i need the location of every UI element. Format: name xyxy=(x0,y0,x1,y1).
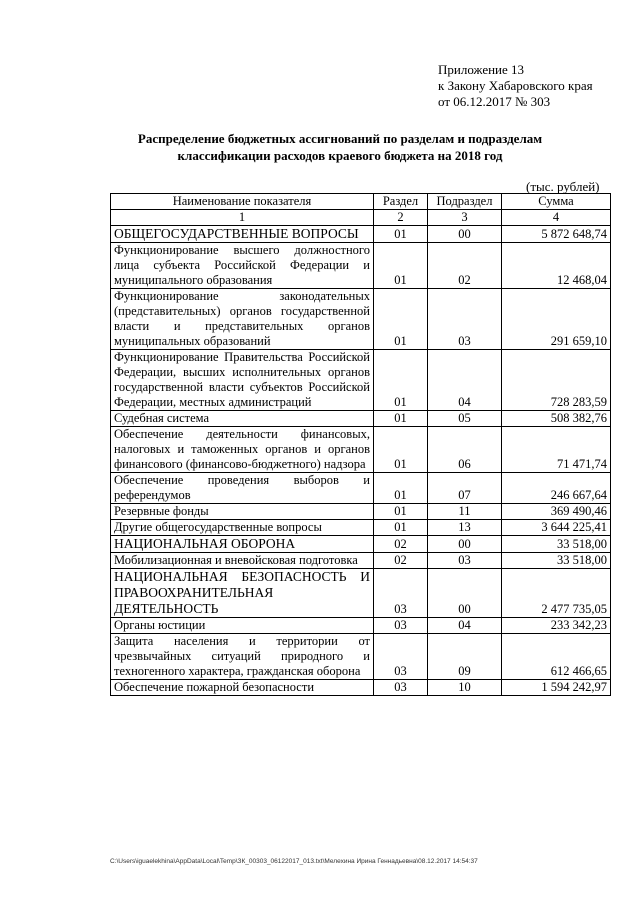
row-amount: 3 644 225,41 xyxy=(502,520,611,536)
column-number: 4 xyxy=(502,210,611,226)
row-name: НАЦИОНАЛЬНАЯ ОБОРОНА xyxy=(111,536,374,553)
row-name: Мобилизационная и вневойсковая подготовка xyxy=(111,553,374,569)
column-header-section: Раздел xyxy=(374,194,428,210)
table-row xyxy=(111,226,611,243)
row-subsection: 05 xyxy=(428,411,502,427)
table-row xyxy=(111,634,611,680)
row-amount: 1 594 242,97 xyxy=(502,680,611,696)
row-subsection: 04 xyxy=(428,350,502,411)
row-subsection: 00 xyxy=(428,569,502,618)
table-row xyxy=(111,427,611,473)
row-subsection: 13 xyxy=(428,520,502,536)
row-section: 01 xyxy=(374,243,428,289)
row-subsection: 11 xyxy=(428,504,502,520)
row-amount: 5 872 648,74 xyxy=(502,226,611,243)
table-row xyxy=(111,243,611,289)
row-amount: 508 382,76 xyxy=(502,411,611,427)
row-amount: 2 477 735,05 xyxy=(502,569,611,618)
row-section: 01 xyxy=(374,350,428,411)
table-row xyxy=(111,350,611,411)
table-row xyxy=(111,520,611,536)
annex-line-2: к Закону Хабаровского края xyxy=(438,78,593,93)
file-path-footer: C:\Users\iguaelekhina\AppData\Local\Temp\ЗК_00303_06122017_013.txt\Мелехина Ирина Геннадьевна\08.12.2017 14:54:37 xyxy=(110,858,478,865)
row-section: 03 xyxy=(374,680,428,696)
row-amount: 33 518,00 xyxy=(502,553,611,569)
column-header-name: Наименование показателя xyxy=(111,194,374,210)
column-number: 2 xyxy=(374,210,428,226)
row-subsection: 06 xyxy=(428,427,502,473)
row-amount: 612 466,65 xyxy=(502,634,611,680)
row-subsection: 07 xyxy=(428,473,502,504)
row-subsection: 00 xyxy=(428,536,502,553)
row-section: 01 xyxy=(374,473,428,504)
row-subsection: 10 xyxy=(428,680,502,696)
row-section: 03 xyxy=(374,618,428,634)
row-name: ОБЩЕГОСУДАРСТВЕННЫЕ ВОПРОСЫ xyxy=(111,226,374,243)
units-label: (тыс. рублей) xyxy=(526,179,600,194)
table-row xyxy=(111,473,611,504)
table-row xyxy=(111,553,611,569)
row-section: 03 xyxy=(374,569,428,618)
row-section: 02 xyxy=(374,536,428,553)
row-subsection: 02 xyxy=(428,243,502,289)
column-header-amount: Сумма xyxy=(502,194,611,210)
table-row xyxy=(111,569,611,618)
row-name: Защита населения и территории от чрезвычайных ситуаций природного и техногенного характера, гражданская оборона xyxy=(111,634,374,680)
row-name: Функционирование законодательных (представительных) органов государственной власти и представительных органов муниципальных образований xyxy=(111,289,374,350)
row-name: Обеспечение деятельности финансовых, налоговых и таможенных органов и органов финансового (финансово-бюджетного) надзора xyxy=(111,427,374,473)
row-amount: 369 490,46 xyxy=(502,504,611,520)
row-section: 02 xyxy=(374,553,428,569)
row-name: Другие общегосударственные вопросы xyxy=(111,520,374,536)
row-subsection: 09 xyxy=(428,634,502,680)
document-title xyxy=(110,130,570,164)
row-name: Органы юстиции xyxy=(111,618,374,634)
table-row xyxy=(111,504,611,520)
row-amount: 246 667,64 xyxy=(502,473,611,504)
title-line-1: Распределение бюджетных ассигнований по разделам и подразделам xyxy=(137,131,543,146)
table-row xyxy=(111,618,611,634)
annex-block xyxy=(438,62,593,110)
row-section: 01 xyxy=(374,226,428,243)
row-amount: 728 283,59 xyxy=(502,350,611,411)
table-row xyxy=(111,536,611,553)
row-section: 03 xyxy=(374,634,428,680)
row-section: 01 xyxy=(374,411,428,427)
annex-line-1: Приложение 13 xyxy=(438,62,525,77)
column-number: 1 xyxy=(111,210,374,226)
row-name: Обеспечение проведения выборов и референдумов xyxy=(111,473,374,504)
column-number: 3 xyxy=(428,210,502,226)
row-section: 01 xyxy=(374,289,428,350)
table-header-row xyxy=(111,194,611,210)
annex-line-3: от 06.12.2017 № 303 xyxy=(438,94,551,109)
budget-table xyxy=(110,193,611,696)
table-row xyxy=(111,411,611,427)
row-subsection: 04 xyxy=(428,618,502,634)
row-name: Судебная система xyxy=(111,411,374,427)
row-subsection: 00 xyxy=(428,226,502,243)
row-name: Обеспечение пожарной безопасности xyxy=(111,680,374,696)
table-row xyxy=(111,680,611,696)
row-section: 01 xyxy=(374,504,428,520)
row-name: Резервные фонды xyxy=(111,504,374,520)
row-section: 01 xyxy=(374,520,428,536)
row-name: Функционирование Правительства Российской Федерации, высших исполнительных органов государственной власти субъектов Российской Федерации, местных администраций xyxy=(111,350,374,411)
column-header-subsection: Подраздел xyxy=(428,194,502,210)
title-line-2: классификации расходов краевого бюджета на 2018 год xyxy=(177,148,503,163)
row-name: НАЦИОНАЛЬНАЯ БЕЗОПАСНОСТЬ И ПРАВООХРАНИТЕЛЬНАЯ ДЕЯТЕЛЬНОСТЬ xyxy=(111,569,374,618)
row-amount: 12 468,04 xyxy=(502,243,611,289)
row-section: 01 xyxy=(374,427,428,473)
row-amount: 233 342,23 xyxy=(502,618,611,634)
column-number-row xyxy=(111,210,611,226)
row-amount: 71 471,74 xyxy=(502,427,611,473)
row-amount: 291 659,10 xyxy=(502,289,611,350)
row-name: Функционирование высшего должностного лица субъекта Российской Федерации и муниципального образования xyxy=(111,243,374,289)
row-subsection: 03 xyxy=(428,553,502,569)
row-subsection: 03 xyxy=(428,289,502,350)
table-row xyxy=(111,289,611,350)
row-amount: 33 518,00 xyxy=(502,536,611,553)
